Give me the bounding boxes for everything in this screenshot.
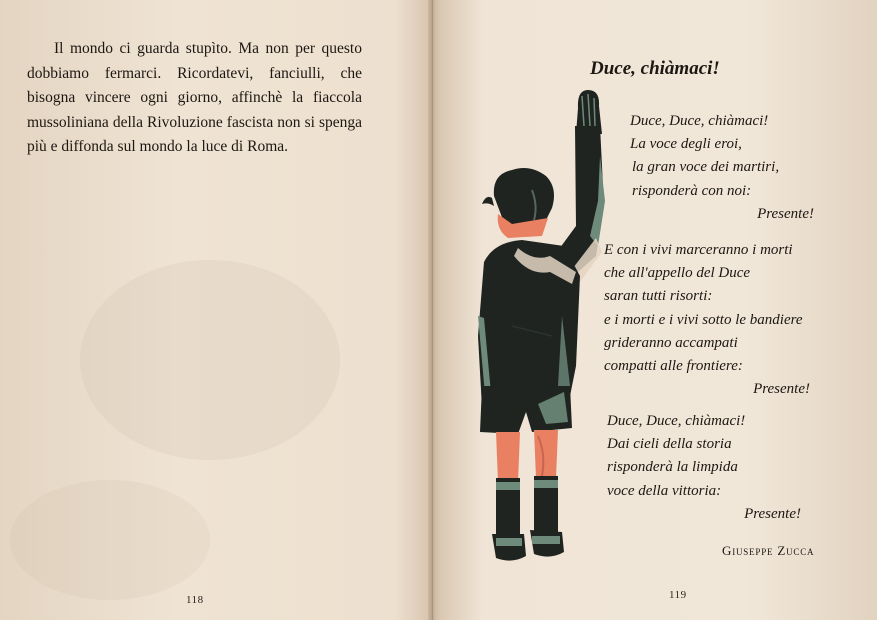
- poem-line: risponderà la limpida: [607, 459, 738, 476]
- saluting-boy-illustration: [472, 86, 612, 566]
- poem-refrain: Presente!: [744, 505, 801, 522]
- poem-line: compatti alle frontiere:: [604, 358, 743, 375]
- poem-line: che all'appello del Duce: [604, 265, 751, 282]
- poem-line: E con i vivi marceranno i morti: [604, 242, 793, 258]
- page-number-left: 118: [186, 594, 204, 606]
- left-paragraph: Il mondo ci guarda stupìto. Ma non per questo dobbiamo fermarci. Ricordatevi, fanciulli, che bisogna vincere ogni giorno, affinchè la fiaccola mussoliniana della Rivoluzione fascista non si spenga più e diffonda sul mondo la luce di Roma.: [27, 40, 362, 156]
- head: [482, 168, 554, 238]
- poem-stanza-2: [604, 239, 844, 401]
- poem-title: Duce, chiàmaci!: [590, 58, 720, 79]
- poem-line: Dai cieli della storia: [607, 436, 732, 453]
- shorts: [480, 386, 572, 434]
- left-page: [0, 0, 428, 620]
- socks-shoes: [492, 476, 564, 561]
- poem-line: voce della vittoria:: [607, 482, 722, 499]
- gutter-crease: [432, 0, 433, 620]
- poem-stanza-3: [607, 410, 807, 526]
- poem-line: la gran voce dei martiri,: [632, 159, 780, 176]
- poem-stanza-1: [630, 110, 820, 226]
- torso-jacket: [478, 240, 580, 408]
- poem-line: Duce, Duce, chiàmaci!: [630, 113, 769, 129]
- poem-line: e i morti e i vivi sotto le bandiere: [604, 311, 803, 328]
- poem-line: grideranno accampati: [604, 334, 738, 351]
- poem-line: Duce, Duce, chiàmaci!: [607, 413, 746, 429]
- legs: [496, 430, 558, 482]
- poem-line: saran tutti risorti:: [604, 288, 713, 305]
- raised-hand: [576, 90, 602, 134]
- poem-refrain: Presente!: [757, 205, 814, 222]
- poem-author: Giuseppe Zucca: [722, 543, 815, 558]
- poem-line: risponderà con noi:: [632, 182, 752, 199]
- poem-refrain: Presente!: [753, 381, 810, 398]
- poem-line: La voce degli eroi,: [630, 136, 742, 153]
- page-number-right: 119: [669, 589, 687, 601]
- right-page: [436, 0, 877, 620]
